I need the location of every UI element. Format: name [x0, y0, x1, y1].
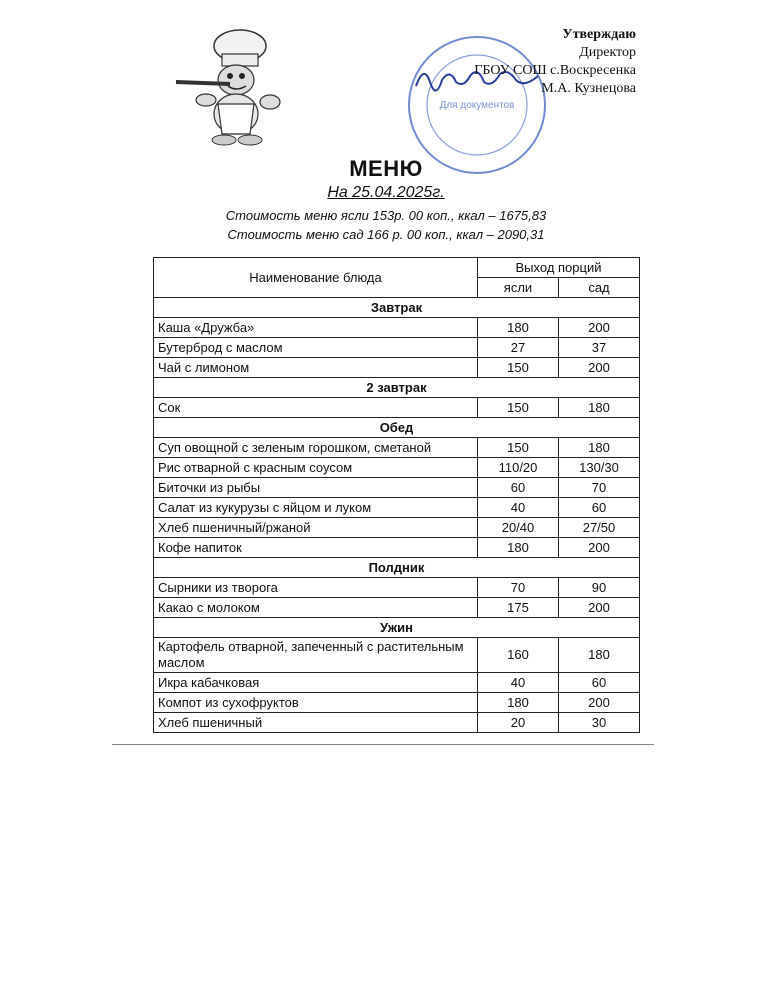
garden-portion: 200	[559, 358, 640, 378]
col-garden-header: сад	[559, 278, 640, 298]
nursery-portion: 160	[478, 638, 559, 673]
dish-name: Кофе напиток	[154, 538, 478, 558]
section-row	[154, 418, 640, 438]
section-title: Обед	[154, 418, 640, 438]
dish-name: Икра кабачковая	[154, 673, 478, 693]
dish-name: Салат из кукурузы с яйцом и луком	[154, 498, 478, 518]
table-row	[154, 358, 640, 378]
approval-block	[474, 26, 636, 98]
approval-position: Директор	[579, 45, 636, 60]
section-row	[154, 618, 640, 638]
chef-mascot-image	[170, 18, 290, 148]
dish-name: Хлеб пшеничный	[154, 713, 478, 733]
col-dish-header: Наименование блюда	[154, 258, 478, 298]
nursery-portion: 20	[478, 713, 559, 733]
nursery-portion: 27	[478, 338, 559, 358]
dish-name: Рис отварной с красным соусом	[154, 458, 478, 478]
dish-name: Бутерброд с маслом	[154, 338, 478, 358]
garden-portion: 200	[559, 598, 640, 618]
dish-name: Сырники из творога	[154, 578, 478, 598]
nursery-portion: 180	[478, 693, 559, 713]
garden-portion: 37	[559, 338, 640, 358]
table-row	[154, 478, 640, 498]
dish-name: Каша «Дружба»	[154, 318, 478, 338]
garden-portion: 200	[559, 318, 640, 338]
col-nursery-header: ясли	[478, 278, 559, 298]
dish-name: Компот из сухофруктов	[154, 693, 478, 713]
nursery-portion: 20/40	[478, 518, 559, 538]
section-title: Завтрак	[154, 298, 640, 318]
garden-portion: 180	[559, 398, 640, 418]
table-header-row	[154, 258, 640, 278]
table-row	[154, 498, 640, 518]
garden-portion: 130/30	[559, 458, 640, 478]
nursery-portion: 70	[478, 578, 559, 598]
table-row	[154, 518, 640, 538]
nursery-portion: 150	[478, 438, 559, 458]
dish-name: Какао с молоком	[154, 598, 478, 618]
table-row	[154, 438, 640, 458]
garden-portion: 180	[559, 438, 640, 458]
garden-portion: 30	[559, 713, 640, 733]
dish-name: Чай с лимоном	[154, 358, 478, 378]
table-row	[154, 598, 640, 618]
dish-name: Суп овощной с зеленым горошком, сметаной	[154, 438, 478, 458]
nursery-portion: 175	[478, 598, 559, 618]
stamp-text: Для документов	[439, 100, 515, 111]
garden-portion: 180	[559, 638, 640, 673]
table-row	[154, 318, 640, 338]
table-row	[154, 713, 640, 733]
table-row	[154, 458, 640, 478]
approval-title: Утверждаю	[562, 27, 636, 42]
nursery-portion: 180	[478, 538, 559, 558]
approval-organization: ГБОУ СОШ с.Воскресенка	[474, 63, 636, 78]
nursery-portion: 40	[478, 498, 559, 518]
menu-table	[153, 257, 640, 733]
nursery-portion: 60	[478, 478, 559, 498]
section-title: Ужин	[154, 618, 640, 638]
cost-nursery: Стоимость меню ясли 153р. 00 коп., ккал – 1675,83	[225, 208, 547, 223]
table-row	[154, 538, 640, 558]
page-divider	[112, 744, 654, 745]
approval-name: М.А. Кузнецова	[541, 81, 636, 96]
dish-name: Сок	[154, 398, 478, 418]
garden-portion: 60	[559, 673, 640, 693]
section-title: Полдник	[154, 558, 640, 578]
table-row	[154, 693, 640, 713]
section-row	[154, 298, 640, 318]
dish-name: Хлеб пшеничный/ржаной	[154, 518, 478, 538]
table-row	[154, 338, 640, 358]
garden-portion: 200	[559, 693, 640, 713]
garden-portion: 90	[559, 578, 640, 598]
nursery-portion: 40	[478, 673, 559, 693]
table-row	[154, 673, 640, 693]
garden-portion: 60	[559, 498, 640, 518]
section-title: 2 завтрак	[154, 378, 640, 398]
menu-date: На 25.04.2025г.	[327, 184, 445, 201]
nursery-portion: 150	[478, 398, 559, 418]
section-row	[154, 558, 640, 578]
garden-portion: 70	[559, 478, 640, 498]
garden-portion: 27/50	[559, 518, 640, 538]
col-output-header: Выход порций	[478, 258, 640, 278]
section-row	[154, 378, 640, 398]
menu-title: МЕНЮ	[349, 156, 423, 181]
table-row	[154, 638, 640, 673]
dish-name: Картофель отварной, запеченный с растительным маслом	[154, 638, 478, 673]
dish-name: Биточки из рыбы	[154, 478, 478, 498]
table-row	[154, 578, 640, 598]
cost-kindergarten: Стоимость меню сад 166 р. 00 коп., ккал – 2090,31	[227, 227, 545, 242]
nursery-portion: 110/20	[478, 458, 559, 478]
nursery-portion: 180	[478, 318, 559, 338]
garden-portion: 200	[559, 538, 640, 558]
table-row	[154, 398, 640, 418]
nursery-portion: 150	[478, 358, 559, 378]
